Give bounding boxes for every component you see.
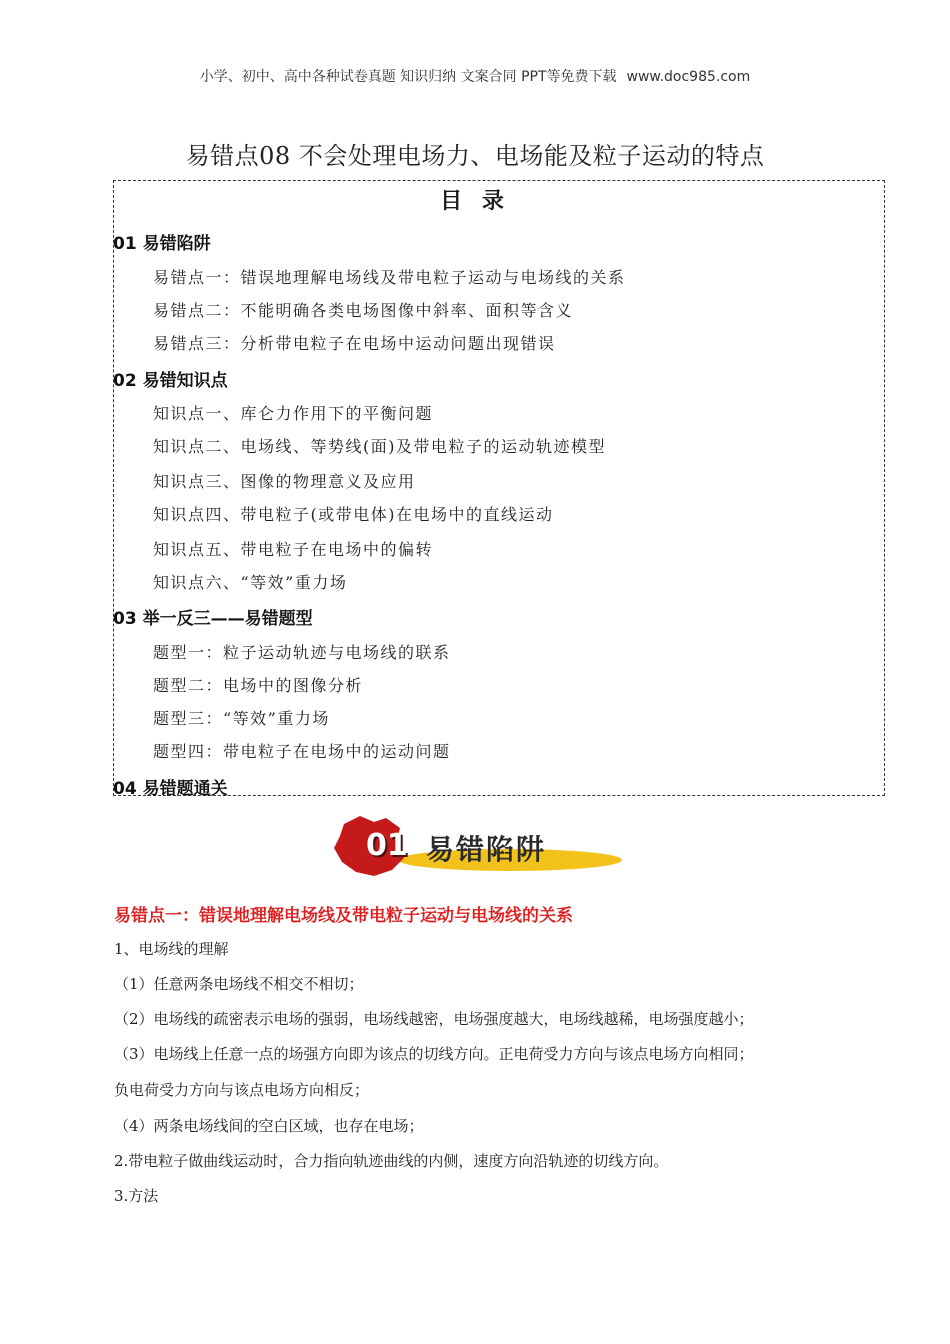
body-line: 3.方法 xyxy=(114,1187,159,1205)
body-line: （2）电场线的疏密表示电场的强弱，电场线越密，电场强度越大，电场线越稀，电场强度越小； xyxy=(114,1010,754,1028)
toc-section-2[interactable]: 02 易错知识点 xyxy=(113,371,228,391)
toc-item[interactable]: 题型二：电场中的图像分析 xyxy=(153,676,364,695)
body-line: （4）两条电场线间的空白区域，也存在电场； xyxy=(114,1117,424,1135)
header-site-link[interactable]: www.doc985.com xyxy=(626,69,751,85)
toc-item[interactable]: 知识点六、“等效”重力场 xyxy=(153,573,348,592)
banner-title: 易错陷阱 xyxy=(426,833,547,866)
toc-item[interactable]: 题型三：“等效”重力场 xyxy=(153,709,330,728)
banner-number: 01 xyxy=(366,828,408,863)
header-text: 小学、初中、高中各种试卷真题 知识归纳 文案合同 PPT等免费下载 xyxy=(199,69,617,85)
toc-item[interactable]: 易错点三：分析带电粒子在电场中运动问题出现错误 xyxy=(153,334,556,353)
toc-section-3[interactable]: 03 举一反三——易错题型 xyxy=(113,609,313,629)
toc-item[interactable]: 知识点四、带电粒子(或带电体)在电场中的直线运动 xyxy=(153,505,554,524)
toc-item[interactable]: 知识点五、带电粒子在电场中的偏转 xyxy=(153,540,434,559)
document-title: 易错点08 不会处理电场力、电场能及粒子运动的特点 xyxy=(185,142,765,170)
body-line: （3）电场线上任意一点的场强方向即为该点的切线方向。正电荷受力方向与该点电场方向相同； xyxy=(114,1045,754,1063)
toc-section-4[interactable]: 04 易错题通关 xyxy=(113,779,228,799)
toc-item[interactable]: 易错点二：不能明确各类电场图像中斜率、面积等含义 xyxy=(153,301,574,320)
body-line: 2.带电粒子做曲线运动时，合力指向轨迹曲线的内侧，速度方向沿轨迹的切线方向。 xyxy=(114,1152,669,1170)
toc-item[interactable]: 知识点一、库仑力作用下的平衡问题 xyxy=(153,404,434,423)
toc-item[interactable]: 知识点二、电场线、等势线(面)及带电粒子的运动轨迹模型 xyxy=(153,437,606,456)
page-header xyxy=(0,66,950,86)
toc-item[interactable]: 易错点一：错误地理解电场线及带电粒子运动与电场线的关系 xyxy=(153,268,626,287)
toc-item[interactable]: 知识点三、图像的物理意义及应用 xyxy=(153,472,416,491)
body-line: 负电荷受力方向与该点电场方向相反； xyxy=(114,1081,370,1099)
toc-item[interactable]: 题型一：粒子运动轨迹与电场线的联系 xyxy=(153,643,451,662)
mistake-point-title: 易错点一：错误地理解电场线及带电粒子运动与电场线的关系 xyxy=(114,906,573,926)
section-banner xyxy=(330,814,630,880)
toc-item[interactable]: 题型四：带电粒子在电场中的运动问题 xyxy=(153,742,451,761)
body-line: 1、电场线的理解 xyxy=(114,940,229,958)
toc-heading: 目 录 xyxy=(440,189,510,214)
body-line: （1）任意两条电场线不相交不相切； xyxy=(114,975,364,993)
toc-section-1[interactable]: 01 易错陷阱 xyxy=(113,234,211,254)
